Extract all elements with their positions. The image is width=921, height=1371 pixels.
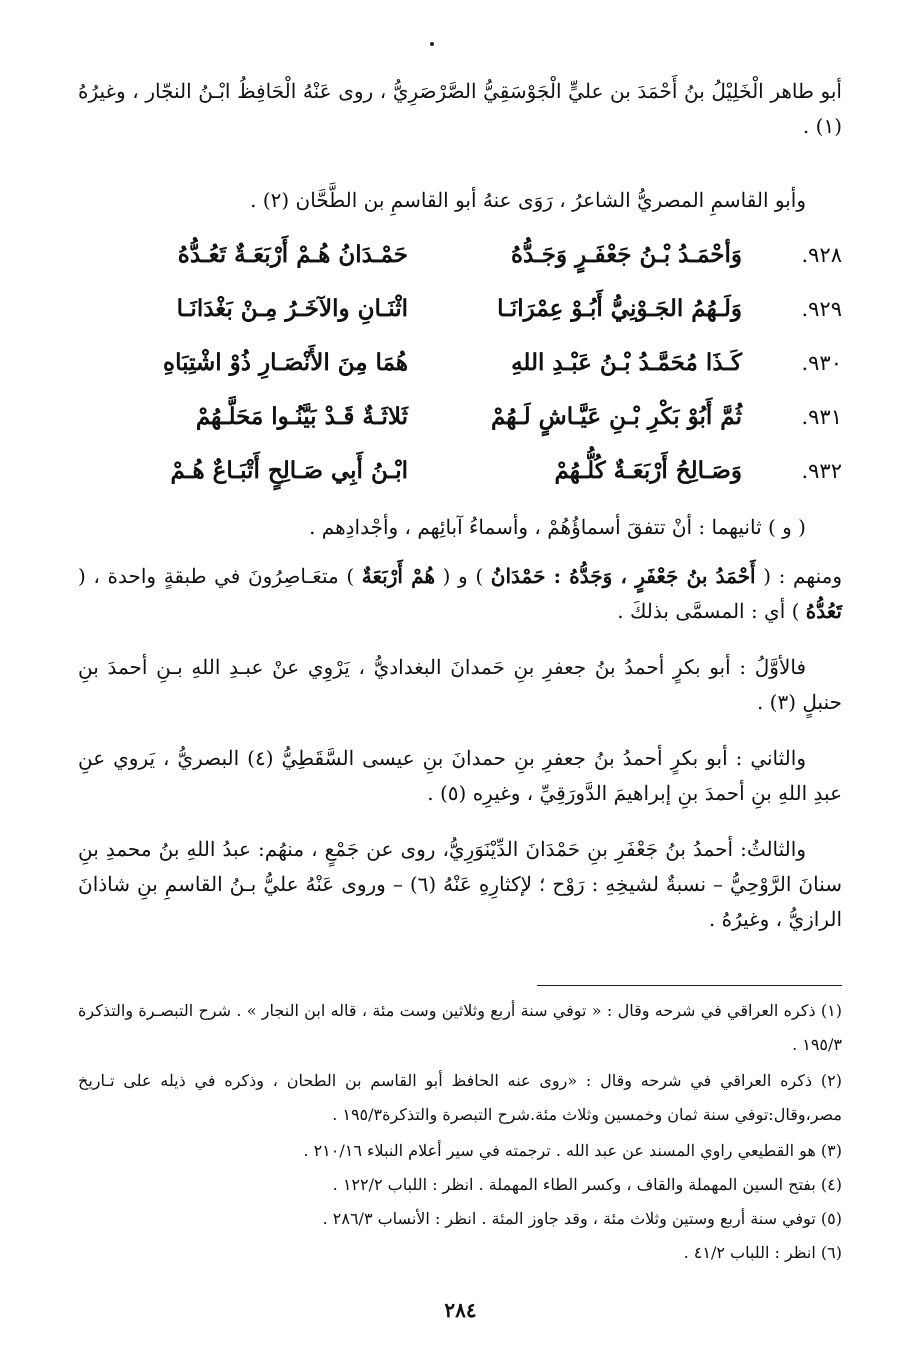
paragraph-3: ( و ) ثانيهما : أنْ تتفقَ أسماؤُهُمْ ، وأسماءُ آبائِهم ، وأجْدادِهم . bbox=[309, 515, 806, 539]
verse-second-hemistich: ابْـنُ أَبِي صَـالِحٍ أَتْبَـاعٌ هُـمْ bbox=[170, 457, 408, 484]
verse-first-hemistich: ثُمَّ أَبُوْ بَكْرِ بْـنِ عَيَّـاشٍ لَـهُمْ bbox=[490, 403, 742, 430]
footnote-3: (٣) هو القطيعي راوي المسند عن عبد الله . ترجمته في سير أعلام النبلاء ٢١٠/١٦ . bbox=[303, 1141, 842, 1160]
verse-number: ٩٣٠. bbox=[801, 351, 842, 375]
verse-second-hemistich: هُمَا مِنَ الأَنْصَـارِ ذُوْ اشْتِبَاهِ bbox=[163, 349, 408, 376]
verse-first-hemistich: كَـذَا مُحَمَّـدُ بْـنُ عَبْـدِ اللهِ bbox=[511, 349, 742, 376]
verse-first-hemistich: وَلَـهُمُ الجَـوْنِيُّ أَبُـوْ عِمْرَانَـا bbox=[497, 295, 742, 322]
paragraph-4 bbox=[78, 559, 842, 629]
verse-931 bbox=[78, 390, 842, 444]
footnote-separator bbox=[537, 985, 842, 986]
verse-number: ٩٢٨. bbox=[801, 243, 842, 267]
footnote-6: (٦) انظر : اللباب ٤١/٢ . bbox=[683, 1243, 842, 1262]
paragraph-4-text: ) و ( bbox=[435, 564, 491, 588]
verse-first-hemistich: وَصَـالِحُ أَرْبَعَـةٌ كُلُّـهُمْ bbox=[554, 457, 742, 484]
paragraph-7: والثالثُ: أحمدُ بنُ جَعْفَرِ بنِ حَمْدَانَ الدِّيْنَوَرِيُّ، روى عن جَمْعٍ ، منهُم: عبدُ اللهِ بنُ محمدِ بنِ سنانَ الرَّوْحِيُّ – نسبةٌ لشيخِهِ : رَوْح ؛ لإكثارِهِ عَنْهُ (٦) – وروى عَنْهُ عليُّ بـنُ القاسمِ بنِ شاذانَ الرازيُّ ، وغيرُهُ . bbox=[78, 837, 842, 931]
verse-second-hemistich: ثَلاثَـةٌ قَـدْ بَيَّنُـوا مَحَلَّـهُمْ bbox=[195, 403, 408, 430]
paragraph-1: أبو طاهر الْخَلِيْلُ بنُ أَحْمَدَ بن عليٍّ الْجَوْسَقِيُّ الصَّرْصَرِيُّ ، روى عَنْهُ الْحَافِظُ ابْـنُ النجّار ، وغيرُهُ (١) . bbox=[78, 79, 842, 138]
verse-first-hemistich: وَأحْمَـدُ بْـنُ جَعْفَـرٍ وَجَـدُّهُ bbox=[510, 241, 742, 268]
verse-second-hemistich: اثْنَـانِ والآخَـرُ مِـنْ بَغْدَانَـا bbox=[176, 295, 408, 322]
verse-932 bbox=[78, 444, 842, 498]
footnote-1: (١) ذكره العراقي في شرحه وقال : « توفي سنة أربع وثلاثين وست مئة ، قاله ابن النجار » . شرح التبصـرة والتذكرة ١٩٥/٣ . bbox=[78, 1001, 842, 1054]
footnote-4: (٤) بفتح السين المهملة والقاف ، وكسر الطاء المهملة . انظر : اللباب ١٢٢/٢ . bbox=[332, 1175, 842, 1194]
top-dot-mark bbox=[430, 42, 434, 46]
verse-930 bbox=[78, 336, 842, 390]
page-number: ٢٨٤ bbox=[444, 1298, 477, 1322]
paragraph-2: وأبو القاسمِ المصريُّ الشاعرُ ، رَوَى عنهُ أبو القاسمِ بن الطَّحَّان (٢) . bbox=[250, 188, 806, 212]
paragraph-4-text: ) أي : المسمَّى بذلكَ . bbox=[617, 599, 806, 623]
footnote-2: (٢) ذكره العراقي في شرحه وقال : «روى عنه الحافظ أبو القاسم بن الطحان ، وذكره في ذيله على تـاريخ مصر،وقال:توفي سنة ثمان وخمسين وثلاث مئة.شرح التبصرة والتذكرة١٩٥/٣ . bbox=[78, 1071, 842, 1124]
verse-number: ٩٢٩. bbox=[801, 297, 842, 321]
paragraph-4-text: ومنهم : ( bbox=[755, 564, 842, 588]
paragraph-4-text: ) متعَـاصِرُونَ في طبقةٍ واحدة ، ( bbox=[78, 564, 362, 588]
verse-number: ٩٣١. bbox=[801, 405, 842, 429]
verse-second-hemistich: حَمْـدَانُ هُـمْ أَرْبَعَـةٌ تَعُـدُّهُ bbox=[177, 241, 408, 268]
footnote-5: (٥) توفي سنة أربع وستين وثلاث مئة ، وقد جاوز المئة . انظر : الأنساب ٢٨٦/٣ . bbox=[322, 1209, 842, 1228]
paragraph-5: فالأوَّلُ : أبو بكرٍ أحمدُ بنُ جعفرِ بنِ حَمدانَ البغداديُّ ، يَرْوِي عنْ عبـدِ اللهِ بـنِ أحمدَ بنِ حنبلٍ (٣) . bbox=[78, 655, 842, 714]
quoted-verse-term: أَحْمَدُ بنُ جَعْفَرٍ ، وَجَدُّهُ : حَمْدَانُ bbox=[490, 564, 756, 588]
verse-928 bbox=[78, 228, 842, 282]
verse-number: ٩٣٢. bbox=[801, 459, 842, 483]
quoted-verse-term: تَعُدُّهُ bbox=[805, 599, 842, 623]
quoted-verse-term: هُمْ أَرْبَعَةٌ bbox=[361, 564, 435, 588]
paragraph-6: والثاني : أبو بكرٍ أحمدُ بنُ جعفرِ بنِ حمدانَ بنِ عيسى السَّقَطِيُّ (٤) البصريُّ ، يَروي عنِ عبدِ اللهِ بنِ أحمدَ بنِ إبراهيمَ الدَّورَقِيِّ ، وغيرِه (٥) . bbox=[78, 746, 842, 805]
verse-929 bbox=[78, 282, 842, 336]
